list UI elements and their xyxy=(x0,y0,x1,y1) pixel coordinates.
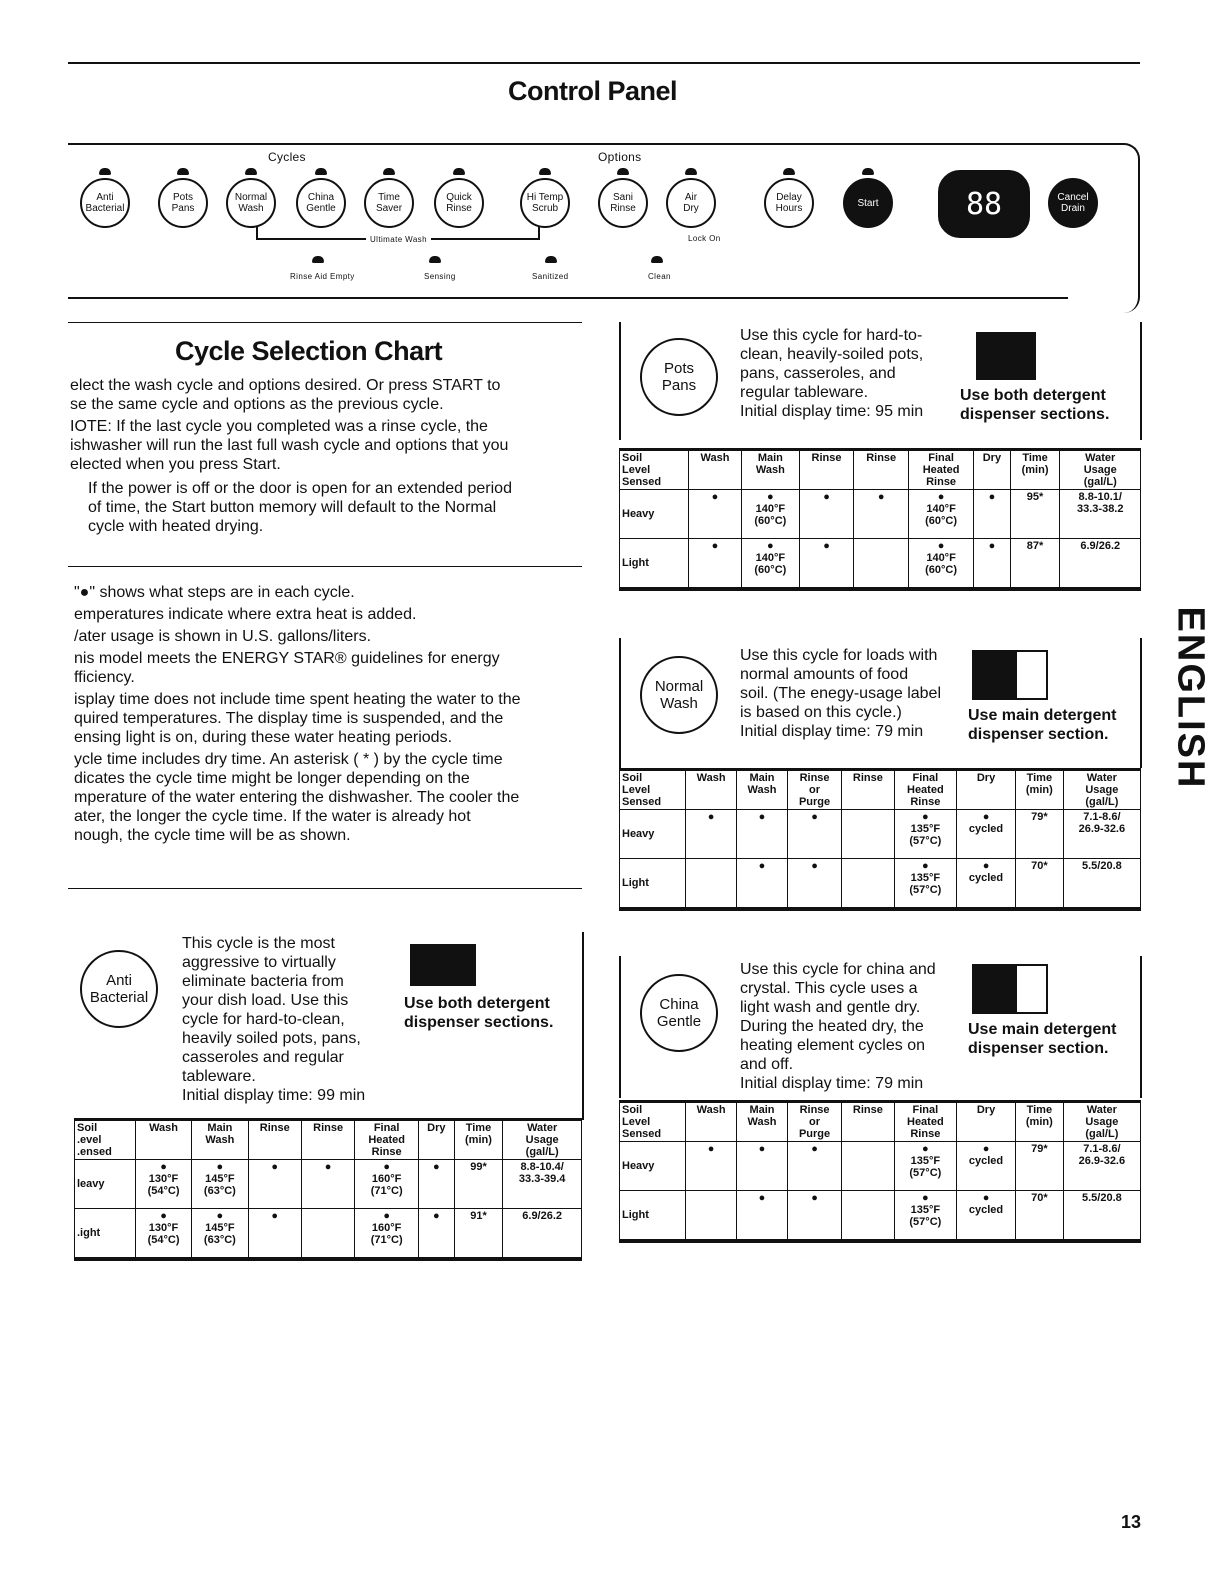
section-rule xyxy=(619,322,621,440)
table-cell xyxy=(686,859,737,910)
intro-line: se the same cycle and options as the previous cycle. xyxy=(70,396,444,413)
anti-bacterial-icon xyxy=(80,950,158,1028)
table-cell: ● 145°F (63°C) xyxy=(192,1160,248,1209)
desc-line: cycle for hard-to-clean, xyxy=(182,1011,345,1028)
rule xyxy=(68,888,582,889)
normal-wash-button[interactable] xyxy=(226,178,276,228)
column-header: Rinse xyxy=(248,1120,301,1160)
table-cell: 79* xyxy=(1015,1142,1063,1191)
desc-line: and off. xyxy=(740,1056,794,1073)
sensing-label: Sensing xyxy=(424,272,456,281)
table-cell: ● xyxy=(799,539,854,590)
table-cell: 70* xyxy=(1015,859,1063,910)
table-row xyxy=(620,810,1141,859)
anti-bacterial-table xyxy=(74,1118,582,1261)
clean-label: Clean xyxy=(648,272,671,281)
indicator-light xyxy=(545,256,557,263)
info-line: /ater usage is shown in U.S. gallons/liters. xyxy=(74,628,372,645)
info-line: mperature of the water entering the dishwasher. The cooler the xyxy=(74,789,520,806)
info-line: quired temperatures. The display time is suspended, and the xyxy=(74,710,504,727)
table-cell: 99* xyxy=(454,1160,503,1209)
desc-line: soil. (The enegy-usage label xyxy=(740,685,942,702)
delay-hours-button-label: Delay Hours xyxy=(775,192,803,214)
table-cell: ● 130°F (54°C) xyxy=(135,1209,191,1260)
table-cell xyxy=(842,1191,894,1242)
anti-bacterial-detergent: Use both detergent dispenser sections. xyxy=(404,995,554,1031)
soil-level-cell: Heavy xyxy=(620,1142,686,1191)
table-cell: ● xyxy=(737,859,788,910)
info-line: dicates the cycle time might be longer depending on the xyxy=(74,770,470,787)
desc-line: Initial display time: 79 min xyxy=(740,723,924,740)
pots-pans-detergent: Use both detergent dispenser sections. xyxy=(960,387,1110,423)
page-number: 13 xyxy=(1120,1512,1141,1532)
desc-line: pans, casseroles, and xyxy=(740,365,896,382)
column-header: Soil Level Sensed xyxy=(620,1102,686,1142)
info-line: nough, the cycle time will be as shown. xyxy=(74,827,351,844)
icon-label: China Gentle xyxy=(656,996,702,1030)
table-cell: ● cycled xyxy=(957,810,1016,859)
indicator-light xyxy=(651,256,663,263)
desc-line: Use this cycle for loads with xyxy=(740,647,938,664)
table-cell: ● xyxy=(854,490,909,539)
desc-line: Initial display time: 99 min xyxy=(182,1087,366,1104)
cycles-label: Cycles xyxy=(268,150,306,164)
china-gentle-icon xyxy=(640,974,718,1052)
indicator-light xyxy=(245,168,257,175)
soil-level-cell: Heavy xyxy=(620,810,686,859)
table-row xyxy=(75,1209,582,1260)
lock-on-label: Lock On xyxy=(688,234,721,243)
column-header: Water Usage (gal/L) xyxy=(1063,1102,1140,1142)
column-header: Water Usage (gal/L) xyxy=(1063,770,1140,810)
cancel-drain-button[interactable] xyxy=(1048,178,1098,228)
desc-line: crystal. This cycle uses a xyxy=(740,980,918,997)
column-header: Dry xyxy=(418,1120,454,1160)
column-header-text: .evel .ensed xyxy=(77,1134,112,1158)
info-line: emperatures indicate where extra heat is added. xyxy=(74,606,417,623)
column-header: Main Wash xyxy=(737,770,788,810)
info-line: isplay time does not include time spent heating the water to the xyxy=(74,691,521,708)
air-dry-button[interactable] xyxy=(666,178,716,228)
column-header: Main Wash xyxy=(737,1102,788,1142)
soil-level-cell: Light xyxy=(620,539,689,590)
section-rule xyxy=(619,638,621,768)
table-cell: ● 130°F (54°C) xyxy=(135,1160,191,1209)
column-header: Main Wash xyxy=(192,1120,248,1160)
intro-line: elect the wash cycle and options desired. Or press START to xyxy=(70,377,501,394)
icon-label: Pots Pans xyxy=(661,360,697,394)
power-line: cycle with heated drying. xyxy=(88,518,264,535)
table-cell: ● 135°F (57°C) xyxy=(894,859,957,910)
column-header: Dry xyxy=(957,770,1016,810)
table-cell: 6.9/26.2 xyxy=(1060,539,1141,590)
display-button-label: 88 xyxy=(965,186,1003,222)
column-header: Wash xyxy=(135,1120,191,1160)
table-cell: ● cycled xyxy=(957,859,1016,910)
table-cell: ● xyxy=(787,1191,841,1242)
table-cell: ● 140°F (60°C) xyxy=(909,539,974,590)
table-cell xyxy=(842,859,894,910)
info-line: ensing light is on, during these water heating periods. xyxy=(74,729,453,746)
table-cell: ● 140°F (60°C) xyxy=(742,539,800,590)
desc-line: your dish load. Use this xyxy=(182,992,349,1009)
table-cell: ● xyxy=(248,1209,301,1260)
pots-pans-description xyxy=(740,326,923,421)
note-line: ishwasher will run the last full wash cycle and options that you xyxy=(70,437,509,454)
table-cell: ● xyxy=(787,1142,841,1191)
column-header: Rinse or Purge xyxy=(787,770,841,810)
table-cell: ● cycled xyxy=(957,1191,1016,1242)
desc-line: During the heated dry, the xyxy=(740,1018,924,1035)
china-gentle-description xyxy=(740,960,936,1093)
power-line: If the power is off or the door is open for an extended period xyxy=(88,480,512,497)
desc-line: casseroles and regular xyxy=(182,1049,344,1066)
info-text xyxy=(74,583,520,845)
column-header: Final Heated Rinse xyxy=(355,1120,419,1160)
normal-wash-button-label: Normal Wash xyxy=(234,192,268,214)
rule xyxy=(68,566,582,567)
column-header: Rinse xyxy=(842,770,894,810)
table-row xyxy=(620,1142,1141,1191)
table-cell: ● 140°F (60°C) xyxy=(742,490,800,539)
table-cell: 5.5/20.8 xyxy=(1063,859,1140,910)
table-row xyxy=(620,859,1141,910)
indicator-light xyxy=(99,168,111,175)
top-rule xyxy=(68,62,1140,64)
intro-text xyxy=(70,376,512,536)
air-dry-button-label: Air Dry xyxy=(683,192,699,214)
detergent-dispenser-full-icon xyxy=(410,944,476,986)
column-header: Final Heated Rinse xyxy=(894,1102,957,1142)
table-cell: ● xyxy=(787,859,841,910)
table-cell: 8.8-10.4/ 33.3-39.4 xyxy=(503,1160,582,1209)
table-cell: ● xyxy=(301,1160,354,1209)
table-cell: 70* xyxy=(1015,1191,1063,1242)
sani-rinse-button[interactable] xyxy=(598,178,648,228)
soil-level-cell: leavy xyxy=(75,1160,136,1209)
table-cell: ● xyxy=(686,810,737,859)
column-header: Main Wash xyxy=(742,450,800,490)
panel-bottom-rule xyxy=(68,297,1068,299)
english-side-label xyxy=(1169,598,1211,798)
column-header: Water Usage (gal/L) xyxy=(1060,450,1141,490)
column-header: Time (min) xyxy=(454,1120,503,1160)
table-cell: 95* xyxy=(1010,490,1060,539)
column-header: Dry xyxy=(957,1102,1016,1142)
table-cell: ● xyxy=(974,539,1010,590)
ultimate-wash-label: Ultimate Wash xyxy=(366,235,431,244)
sani-rinse-button-label: Sani Rinse xyxy=(610,192,636,214)
desc-line: light wash and gentle dry. xyxy=(740,999,921,1016)
desc-line: aggressive to virtually xyxy=(182,954,336,971)
table-cell: 91* xyxy=(454,1209,503,1260)
column-header: Rinse xyxy=(854,450,909,490)
column-header: Soil Level Sensed xyxy=(620,450,689,490)
desc-line: Initial display time: 95 min xyxy=(740,403,924,420)
table-cell: ● xyxy=(737,1191,788,1242)
table-cell: 79* xyxy=(1015,810,1063,859)
indicator-light xyxy=(539,168,551,175)
column-header: Dry xyxy=(974,450,1010,490)
column-header: Rinse xyxy=(301,1120,354,1160)
section-rule xyxy=(1140,638,1142,768)
pots-pans-button-label: Pots Pans xyxy=(171,192,195,214)
pots-pans-table xyxy=(619,448,1141,591)
section-rule xyxy=(1140,956,1142,1098)
column-header xyxy=(75,1120,136,1160)
normal-wash-detergent: Use main detergent dispenser section. xyxy=(968,707,1117,743)
normal-wash-description xyxy=(740,646,941,741)
icon-label: Normal Wash xyxy=(654,678,704,712)
normal-wash-table xyxy=(619,768,1141,911)
desc-line: clean, heavily-soiled pots, xyxy=(740,346,924,363)
table-row xyxy=(620,490,1141,539)
soil-level-cell: .ight xyxy=(75,1209,136,1260)
rule xyxy=(68,322,582,323)
table-cell: ● 135°F (57°C) xyxy=(894,1191,957,1242)
china-gentle-button[interactable] xyxy=(296,178,346,228)
table-cell: ● xyxy=(418,1209,454,1260)
table-cell: ● xyxy=(248,1160,301,1209)
cancel-drain-button-label: Cancel Drain xyxy=(1057,192,1089,214)
indicator-light xyxy=(453,168,465,175)
column-header: Wash xyxy=(688,450,741,490)
detergent-dispenser-full-icon xyxy=(976,332,1036,380)
soil-level-cell: Heavy xyxy=(620,490,689,539)
table-cell: ● xyxy=(688,539,741,590)
desc-line: eliminate bacteria from xyxy=(182,973,344,990)
desc-line: Initial display time: 79 min xyxy=(740,1075,924,1092)
table-cell xyxy=(842,810,894,859)
table-cell: ● 145°F (63°C) xyxy=(192,1209,248,1260)
indicator-light xyxy=(383,168,395,175)
indicator-light xyxy=(685,168,697,175)
table-cell: ● xyxy=(974,490,1010,539)
column-header: Wash xyxy=(686,1102,737,1142)
desc-line: This cycle is the most xyxy=(182,935,335,952)
column-header: Rinse or Purge xyxy=(787,1102,841,1142)
china-gentle-table xyxy=(619,1100,1141,1243)
info-line: nis model meets the ENERGY STAR® guidelines for energy xyxy=(74,650,500,667)
desc-line: heating element cycles on xyxy=(740,1037,925,1054)
desc-line: normal amounts of food xyxy=(740,666,909,683)
info-line: "●" shows what steps are in each cycle. xyxy=(74,584,355,601)
table-cell: ● 160°F (71°C) xyxy=(355,1209,419,1260)
table-cell: 6.9/26.2 xyxy=(503,1209,582,1260)
quick-rinse-button[interactable] xyxy=(434,178,484,228)
column-header: Time (min) xyxy=(1015,1102,1063,1142)
soil-level-cell: Light xyxy=(620,859,686,910)
time-saver-button-label: Time Saver xyxy=(375,192,403,214)
desc-line: Use this cycle for china and xyxy=(740,961,936,978)
table-cell: ● xyxy=(737,810,788,859)
table-cell: ● xyxy=(737,1142,788,1191)
start-button[interactable] xyxy=(843,178,893,228)
chart-heading: Cycle Selection Chart xyxy=(175,336,443,366)
anti-bacterial-button[interactable] xyxy=(80,178,130,228)
info-line: fficiency. xyxy=(74,669,135,686)
options-label: Options xyxy=(598,150,642,164)
normal-wash-icon xyxy=(640,656,718,734)
table-cell: ● xyxy=(787,810,841,859)
table-cell: 5.5/20.8 xyxy=(1063,1191,1140,1242)
column-header: Rinse xyxy=(842,1102,894,1142)
indicator-light xyxy=(312,256,324,263)
table-cell: 7.1-8.6/ 26.9-32.6 xyxy=(1063,1142,1140,1191)
info-line: ater, the longer the cycle time. If the water is already hot xyxy=(74,808,471,825)
section-rule xyxy=(619,956,621,1098)
anti-bacterial-button-label: Anti Bacterial xyxy=(85,192,125,214)
desc-line: Use this cycle for hard-to- xyxy=(740,327,923,344)
indicator-light xyxy=(617,168,629,175)
rinse-aid-empty-label: Rinse Aid Empty xyxy=(290,272,355,281)
table-cell: ● xyxy=(418,1160,454,1209)
indicator-light xyxy=(177,168,189,175)
desc-line: tableware. xyxy=(182,1068,256,1085)
start-button-label: Start xyxy=(857,197,879,209)
indicator-light xyxy=(862,168,874,175)
note-line: elected when you press Start. xyxy=(70,456,281,473)
china-gentle-detergent: Use main detergent dispenser section. xyxy=(968,1021,1117,1057)
indicator-light xyxy=(783,168,795,175)
section-rule xyxy=(582,932,584,1120)
power-line: of time, the Start button memory will default to the Normal xyxy=(88,499,497,516)
table-row xyxy=(620,1191,1141,1242)
column-header: Time (min) xyxy=(1015,770,1063,810)
table-cell: 87* xyxy=(1010,539,1060,590)
indicator-light xyxy=(315,168,327,175)
desc-line: is based on this cycle.) xyxy=(740,704,902,721)
table-cell xyxy=(686,1191,737,1242)
table-cell xyxy=(854,539,909,590)
table-cell: ● xyxy=(688,490,741,539)
display-button[interactable] xyxy=(938,170,1030,238)
table-cell: 8.8-10.1/ 33.3-38.2 xyxy=(1060,490,1141,539)
table-cell: ● cycled xyxy=(957,1142,1016,1191)
icon-label: Anti Bacterial xyxy=(89,972,149,1006)
indicator-light xyxy=(429,256,441,263)
hi-temp-scrub-button-label: Hi Temp Scrub xyxy=(526,192,564,214)
page-title: Control Panel xyxy=(508,76,678,106)
table-cell: 7.1-8.6/ 26.9-32.6 xyxy=(1063,810,1140,859)
table-cell: ● 135°F (57°C) xyxy=(894,1142,957,1191)
sanitized-label: Sanitized xyxy=(532,272,569,281)
side-label-text: ENGLISH xyxy=(1169,606,1211,790)
table-cell xyxy=(842,1142,894,1191)
table-row xyxy=(620,539,1141,590)
column-header: Final Heated Rinse xyxy=(894,770,957,810)
column-header-soil: Soil xyxy=(77,1122,98,1134)
column-header: Final Heated Rinse xyxy=(909,450,974,490)
table-cell xyxy=(301,1209,354,1260)
table-cell: ● xyxy=(686,1142,737,1191)
delay-hours-button[interactable] xyxy=(764,178,814,228)
desc-line: heavily soiled pots, pans, xyxy=(182,1030,361,1047)
table-cell: ● 135°F (57°C) xyxy=(894,810,957,859)
table-cell: ● 140°F (60°C) xyxy=(909,490,974,539)
table-cell: ● xyxy=(799,490,854,539)
detergent-dispenser-main-icon xyxy=(972,650,1048,700)
column-header: Water Usage (gal/L) xyxy=(503,1120,582,1160)
column-header: Wash xyxy=(686,770,737,810)
column-header: Time (min) xyxy=(1010,450,1060,490)
table-cell: ● 160°F (71°C) xyxy=(355,1160,419,1209)
time-saver-button[interactable] xyxy=(364,178,414,228)
column-header: Rinse xyxy=(799,450,854,490)
desc-line: regular tableware. xyxy=(740,384,869,401)
section-rule xyxy=(1140,322,1142,440)
table-row xyxy=(75,1160,582,1209)
anti-bacterial-description xyxy=(182,934,365,1105)
info-line: ycle time includes dry time. An asterisk ( * ) by the cycle time xyxy=(74,751,503,768)
hi-temp-scrub-button[interactable] xyxy=(520,178,570,228)
pots-pans-icon xyxy=(640,338,718,416)
china-gentle-button-label: China Gentle xyxy=(306,192,336,214)
column-header: Soil Level Sensed xyxy=(620,770,686,810)
pots-pans-button[interactable] xyxy=(158,178,208,228)
quick-rinse-button-label: Quick Rinse xyxy=(446,192,472,214)
soil-level-cell: Light xyxy=(620,1191,686,1242)
detergent-dispenser-main-icon xyxy=(972,964,1048,1014)
note-line: IOTE: If the last cycle you completed was a rinse cycle, the xyxy=(70,418,488,435)
